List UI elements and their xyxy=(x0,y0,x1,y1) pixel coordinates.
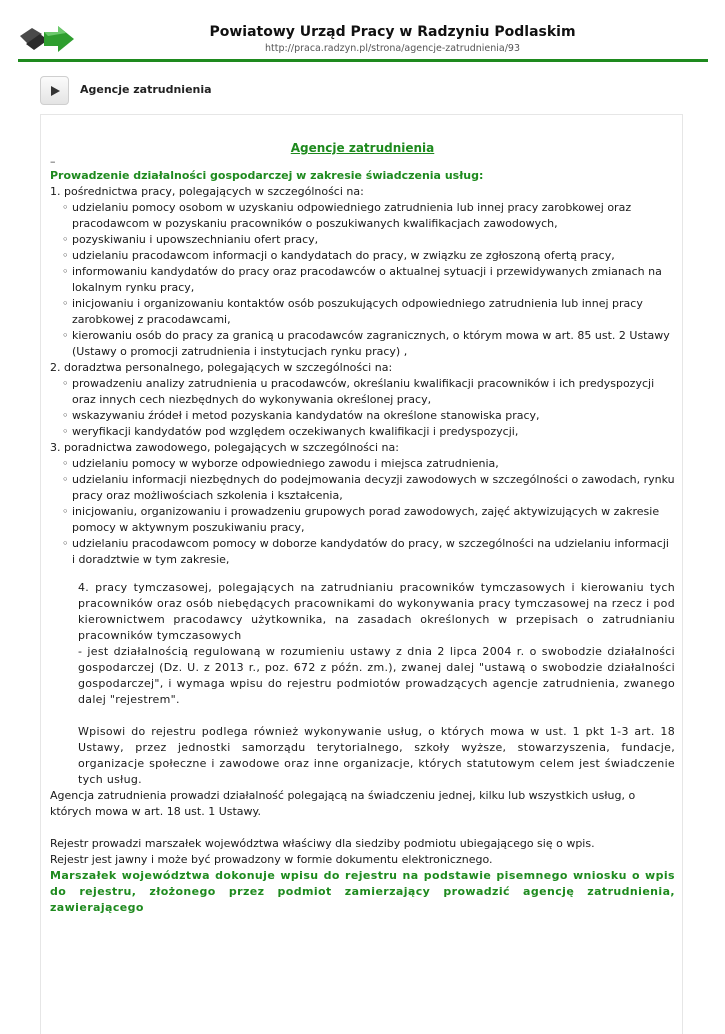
list-item: ◦ pozyskiwaniu i upowszechnianiu ofert pracy, xyxy=(72,232,675,248)
list-item: ◦ udzielaniu pracodawcom pomocy w doborze kandydatów do pracy, w szczególności na udzielaniu informacji i doradztwie w tym zakresie, xyxy=(72,536,675,568)
list-item: ◦ inicjowaniu i organizowaniu kontaktów osób poszukujących odpowiedniego zatrudnienia lub innej pracy zarobkowej z pracodawcami, xyxy=(72,296,675,328)
article-content xyxy=(50,140,675,916)
paragraph-registry-keeper: Rejestr prowadzi marszałek województwa właściwy dla siedziby podmiotu ubiegającego się o wpis. xyxy=(50,837,595,850)
section-4-block xyxy=(78,580,675,788)
list-item: ◦ wskazywaniu źródeł i metod pozyskania kandydatów na określone stanowiska pracy, xyxy=(72,408,675,424)
green-arrow-logo-icon[interactable] xyxy=(18,22,76,54)
service-list-1 xyxy=(50,200,675,360)
list-item: ◦ kierowaniu osób do pracy za granicą u pracodawców zagranicznych, o którym mowa w art. 85 ust. 2 Ustawy (Ustawy o promocji zatrudnienia i instytucjach rynku pracy) , xyxy=(72,328,675,360)
list-item: ◦ inicjowaniu, organizowaniu i prowadzeniu grupowych porad zawodowych, zajęć aktywizujących w zakresie pomocy w aktywnym poszukiwaniu pracy, xyxy=(72,504,675,536)
breadcrumb-label[interactable]: Agencje zatrudnienia xyxy=(80,83,212,96)
site-url[interactable]: http://praca.radzyn.pl/strona/agencje-zatrudnienia/93 xyxy=(264,43,521,54)
section-4-intro: 4. pracy tymczasowej, polegających na zatrudnianiu pracowników tymczasowych i kierowaniu tych pracowników oraz osób niebędących pracownikami do wykonywania pracy tymczasowej na rzecz i pod kierownictwem pracodawcy użytkownika, na zasadach określonych w przepisach o zatrudnianiu pracowników tymczasowych xyxy=(78,581,675,642)
list-item: ◦ prowadzeniu analizy zatrudnienia u pracodawców, określaniu kwalifikacji pracowników i ich predyspozycji oraz innych cech niezbędnych do wykonywania określonej pracy, xyxy=(72,376,675,408)
list-item: ◦ udzielaniu informacji niezbędnych do podejmowania decyzji zawodowych w szczególności o zawodach, rynku pracy oraz możliwościach szkolenia i kształcenia, xyxy=(72,472,675,504)
list-item: ◦ udzielaniu pomocy osobom w uzyskaniu odpowiedniego zatrudnienia lub innej pracy zarobkowej oraz pracodawcom w pozyskaniu pracowników o poszukiwanych kwalifikacjach zawodowych, xyxy=(72,200,675,232)
list-item: ◦ weryfikacji kandydatów pod względem oczekiwanych kwalifikacji i predyspozycji, xyxy=(72,424,675,440)
section-intro-1: 1. pośrednictwa pracy, polegających w szczególności na: xyxy=(50,185,364,198)
final-heading: Marszałek województwa dokonuje wpisu do rejestru na podstawie pisemnego wniosku o wpis do rejestru, złożonego przez podmiot zamierzający prowadzić agencję zatrudnienia, zawierającego xyxy=(50,869,675,914)
section-heading: Prowadzenie działalności gospodarczej w zakresie świadczenia usług: xyxy=(50,169,484,182)
paragraph-registry-public: Rejestr jest jawny i może być prowadzony w formie dokumentu elektronicznego. xyxy=(50,853,493,866)
site-title: Powiatowy Urząd Pracy w Radzyniu Podlaskim xyxy=(209,24,576,40)
dash-separator: – xyxy=(50,155,56,168)
paragraph-agency: Agencja zatrudnienia prowadzi działalność polegającą na świadczeniu jednej, kilku lub wszystkich usług, o których mowa w art. 18 ust. 1 Ustawy. xyxy=(50,789,636,818)
page-header xyxy=(0,0,725,64)
section-4-regulation: - jest działalnością regulowaną w rozumieniu ustawy z dnia 2 lipca 2004 r. o swobodzie działalności gospodarczej (Dz. U. z 2013 r., poz. 672 z późn. zm.), zwanej dalej "ustawą o swobodzie działalności gospodarczej", i wymaga wpisu do rejestru podmiotów prowadzących agencje zatrudnienia, zwanego dalej "rejestrem". xyxy=(78,645,675,706)
article-title: Agencje zatrudnienia xyxy=(290,141,435,155)
breadcrumb-button[interactable] xyxy=(40,76,69,105)
list-item: ◦ udzielaniu pracodawcom informacji o kandydatach do pracy, w związku ze zgłoszoną ofertą pracy, xyxy=(72,248,675,264)
section-intro-3: 3. poradnictwa zawodowego, polegających w szczególności na: xyxy=(50,441,399,454)
play-arrow-icon xyxy=(49,85,61,97)
section-4-registry: Wpisowi do rejestru podlega również wykonywanie usług, o których mowa w ust. 1 pkt 1-3 art. 18 Ustawy, przez jednostki samorządu terytorialnego, szkoły wyższe, stowarzyszenia, fundacje, organizacje społeczne i zawodowe oraz inne organizacje, których statutowym celem jest świadczenie tych usług. xyxy=(78,725,675,786)
service-list-3 xyxy=(50,456,675,568)
list-item: ◦ udzielaniu pomocy w wyborze odpowiedniego zawodu i miejsca zatrudnienia, xyxy=(72,456,675,472)
service-list-2 xyxy=(50,376,675,440)
section-intro-2: 2. doradztwa personalnego, polegających w szczególności na: xyxy=(50,361,393,374)
list-item: ◦ informowaniu kandydatów do pracy oraz pracodawców o aktualnej sytuacji i przewidywanych zmianach na lokalnym rynku pracy, xyxy=(72,264,675,296)
header-divider xyxy=(18,59,708,62)
